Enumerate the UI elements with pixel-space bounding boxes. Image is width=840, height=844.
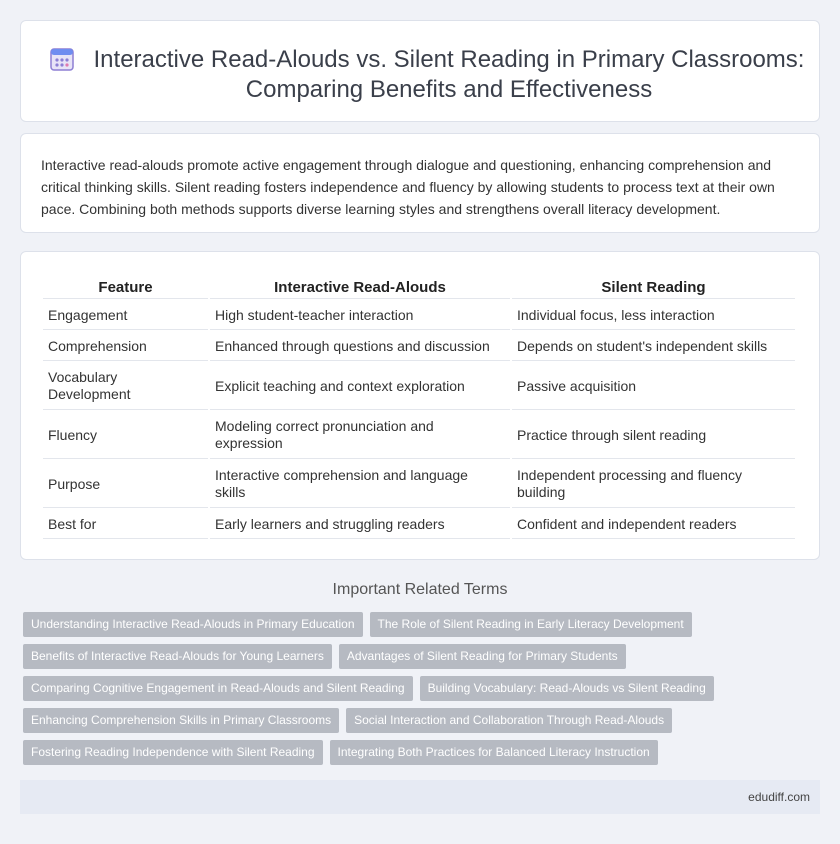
related-term-tag[interactable]: Benefits of Interactive Read-Alouds for Young Learners [23, 644, 332, 669]
comparison-table-card [20, 251, 820, 560]
related-term-tag[interactable]: Enhancing Comprehension Skills in Primary Classrooms [23, 708, 339, 733]
footer-brand[interactable]: edudiff.com [748, 790, 810, 804]
related-term-tag[interactable]: Advantages of Silent Reading for Primary Students [339, 644, 626, 669]
table-cell: Modeling correct pronunciation and expression [210, 412, 510, 459]
header-interactive-read-alouds: Interactive Read-Alouds [210, 274, 510, 299]
table-cell: Fluency [43, 412, 208, 459]
table-cell: Comprehension [43, 332, 208, 361]
table-row [43, 461, 795, 508]
table-cell: Early learners and struggling readers [210, 510, 510, 539]
table-cell: Purpose [43, 461, 208, 508]
table-row [43, 510, 795, 539]
header-feature: Feature [43, 274, 208, 299]
related-term-tag[interactable]: Fostering Reading Independence with Silent Reading [23, 740, 323, 765]
table-cell: High student-teacher interaction [210, 301, 510, 330]
header-silent-reading: Silent Reading [512, 274, 795, 299]
table-row [43, 412, 795, 459]
table-header-row [43, 274, 795, 299]
table-cell: Passive acquisition [512, 363, 795, 410]
table-cell: Engagement [43, 301, 208, 330]
table-cell: Vocabulary Development [43, 363, 208, 410]
footer [20, 780, 820, 814]
summary-card [20, 133, 820, 233]
table-row [43, 332, 795, 361]
related-term-tag[interactable]: Integrating Both Practices for Balanced Literacy Instruction [330, 740, 658, 765]
related-terms-list [23, 612, 803, 772]
table-cell: Explicit teaching and context exploration [210, 363, 510, 410]
table-cell: Independent processing and fluency building [512, 461, 795, 508]
related-term-tag[interactable]: Building Vocabulary: Read-Alouds vs Silent Reading [420, 676, 714, 701]
related-term-tag[interactable]: The Role of Silent Reading in Early Literacy Development [370, 612, 692, 637]
calendar-icon [49, 46, 75, 72]
table-cell: Depends on student's independent skills [512, 332, 795, 361]
page-title: Interactive Read-Alouds vs. Silent Reading in Primary Classrooms: Comparing Benefits and Effectiveness [93, 46, 805, 103]
summary-text: Interactive read-alouds promote active engagement through dialogue and questioning, enhancing comprehension and critical thinking skills. Silent reading fosters independence and fluency by allowing students to process text at their own pace. Combining both methods supports diverse learning styles and strengthens overall literacy development. [41, 157, 775, 217]
table-cell: Practice through silent reading [512, 412, 795, 459]
related-term-tag[interactable]: Social Interaction and Collaboration Through Read-Alouds [346, 708, 672, 733]
comparison-table [41, 272, 797, 541]
header-card [20, 20, 820, 122]
table-cell: Individual focus, less interaction [512, 301, 795, 330]
table-cell: Confident and independent readers [512, 510, 795, 539]
related-term-tag[interactable]: Understanding Interactive Read-Alouds in Primary Education [23, 612, 363, 637]
table-cell: Interactive comprehension and language skills [210, 461, 510, 508]
table-row [43, 301, 795, 330]
table-cell: Enhanced through questions and discussion [210, 332, 510, 361]
related-term-tag[interactable]: Comparing Cognitive Engagement in Read-Alouds and Silent Reading [23, 676, 413, 701]
table-cell: Best for [43, 510, 208, 539]
table-row [43, 363, 795, 410]
related-terms-title: Important Related Terms [332, 581, 508, 598]
